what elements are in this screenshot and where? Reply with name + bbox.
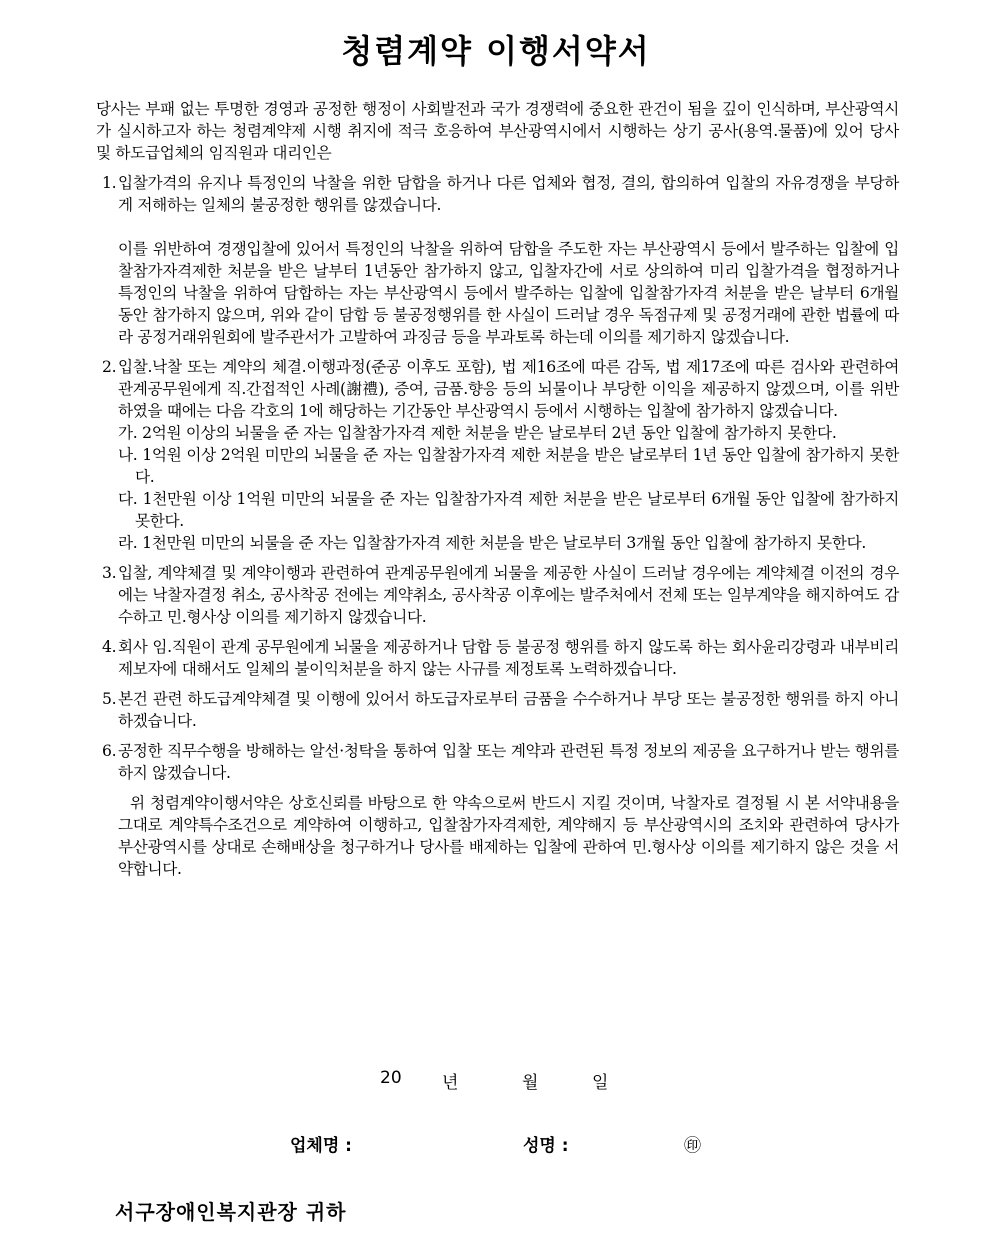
clause-text: 입찰가격의 유지나 특정인의 낙찰을 위한 담합을 하거나 다른 업체와 협정, 결의, 합의하여 입찰의 자유경쟁을 부당하게 저해하는 일체의 불공정한 행위를 않겠습니다. bbox=[118, 174, 899, 214]
date-month-label: 월 bbox=[522, 1073, 539, 1093]
clause-text: 공정한 직무수행을 방해하는 알선·청탁을 통하여 입찰 또는 계약과 관련된 특정 정보의 제공을 요구하거나 받는 행위를 하지 않겠습니다. bbox=[118, 742, 899, 782]
clause-number: 1. bbox=[102, 174, 117, 192]
company-name-label: 업체명 : bbox=[290, 1136, 352, 1156]
clause-3 bbox=[96, 562, 899, 628]
seal-mark: ㊞ bbox=[684, 1136, 701, 1156]
addressee: 서구장애인복지관장 귀하 bbox=[115, 1200, 347, 1224]
intro-paragraph: 당사는 부패 없는 투명한 경영과 공정한 행정이 사회발전과 국가 경쟁력에 중요한 관건이 됨을 깊이 인식하며, 부산광역시가 실시하고자 하는 청렴계약제 시행 취지에 적극 호응하여 부산광역시에서 시행하는 상기 공사(용역.물품)에 있어 당사 및 하도급업체의 임직원과 대리인은 bbox=[96, 100, 899, 162]
clause-detail: 이를 위반하여 경쟁입찰에 있어서 특정인의 낙찰을 위하여 담합을 주도한 자는 부산광역시 등에서 발주하는 입찰에 입찰참가자격제한 처분을 받은 날부터 1년동안 참가하지 않고, 입찰자간에 서로 상의하여 미리 입찰가격을 협정하거나 특정인의 낙찰을 위하여 담합하는 자는 부산광역시 등에서 발주하는 입찰에 입찰참가자격 처분을 받은 날부터 6개월 동안 참가하지 않으며, 위와 같이 담합 등 불공정행위를 한 사실이 드러날 경우 독점규제 및 공정거래에 관한 법률에 따라 공정거래위원회에 발주관서가 고발하여 과징금 등을 부과토록 하는데 이의를 제기하지 않겠습니다. bbox=[118, 240, 899, 346]
clause-number: 5. bbox=[102, 690, 117, 708]
date-day-label: 일 bbox=[592, 1073, 609, 1093]
clause-5 bbox=[96, 688, 899, 732]
signer-name-label: 성명 : bbox=[523, 1136, 569, 1156]
document-title: 청렴계약 이행서약서 bbox=[341, 32, 651, 70]
document-body bbox=[96, 98, 899, 880]
clause-text: 입찰.낙찰 또는 계약의 체결.이행과정(준공 이후도 포함), 법 제16조에 따른 감독, 법 제17조에 따른 검사와 관련하여 관계공무원에게 직.간접적인 사례(謝禮), 증여, 금품.향응 등의 뇌물이나 부당한 이익을 제공하지 않겠으며, 이를 위반하였을 때에는 다음 각호의 1에 해당하는 기간동안 부산광역시 등에서 시행하는 입찰에 참가하지 않겠습니다. bbox=[118, 358, 899, 420]
clause-number: 2. bbox=[102, 358, 117, 376]
date-year-label: 년 bbox=[442, 1073, 459, 1093]
sub-clause-ga: 가. 2억원 이상의 뇌물을 준 자는 입찰참가자격 제한 처분을 받은 날로부터 2년 동안 입찰에 참가하지 못한다. bbox=[118, 424, 837, 442]
date-year-prefix: 20 bbox=[380, 1068, 402, 1088]
clause-number: 3. bbox=[102, 564, 117, 582]
sub-clause-na: 나. 1억원 이상 2억원 미만의 뇌물을 준 자는 입찰참가자격 제한 처분을 받은 날로부터 1년 동안 입찰에 참가하지 못한다. bbox=[118, 446, 899, 486]
clause-2 bbox=[96, 356, 899, 554]
clause-number: 6. bbox=[102, 742, 117, 760]
sub-clause-da: 다. 1천만원 이상 1억원 미만의 뇌물을 준 자는 입찰참가자격 제한 처분을 받은 날로부터 6개월 동안 입찰에 참가하지 못한다. bbox=[118, 490, 899, 530]
clause-1 bbox=[96, 172, 899, 348]
oath-paragraph: 위 청렴계약이행서약은 상호신뢰를 바탕으로 한 약속으로써 반드시 지킬 것이며, 낙찰자로 결정될 시 본 서약내용을 그대로 계약특수조건으로 계약하여 이행하고, 입찰참가자격제한, 계약해지 등 부산광역시의 조치와 관련하여 당사가 부산광역시를 상대로 손해배상을 청구하거나 당사를 배제하는 입찰에 관하여 민.형사상 이의를 제기하지 않은 것을 서약합니다. bbox=[118, 794, 899, 878]
clause-number: 4. bbox=[102, 638, 117, 656]
clause-6 bbox=[96, 740, 899, 784]
sub-clause-ra: 라. 1천만원 미만의 뇌물을 준 자는 입찰참가자격 제한 처분을 받은 날로부터 3개월 동안 입찰에 참가하지 못한다. bbox=[118, 534, 867, 552]
clause-4 bbox=[96, 636, 899, 680]
clause-text: 회사 임.직원이 관계 공무원에게 뇌물을 제공하거나 담합 등 불공정 행위를 하지 않도록 하는 회사윤리강령과 내부비리 제보자에 대해서도 일체의 불이익처분을 하지 않는 사규를 제정토록 노력하겠습니다. bbox=[118, 638, 899, 678]
clause-text: 입찰, 계약체결 및 계약이행과 관련하여 관계공무원에게 뇌물을 제공한 사실이 드러날 경우에는 계약체결 이전의 경우에는 낙찰자결정 취소, 공사착공 전에는 계약취소, 공사착공 이후에는 발주처에서 전체 또는 일부계약을 해지하여도 감수하고 민.형사상 이의를 제기하지 않겠습니다. bbox=[118, 564, 899, 626]
clause-text: 본건 관련 하도급계약체결 및 이행에 있어서 하도급자로부터 금품을 수수하거나 부당 또는 불공정한 행위를 하지 아니하겠습니다. bbox=[118, 690, 899, 730]
